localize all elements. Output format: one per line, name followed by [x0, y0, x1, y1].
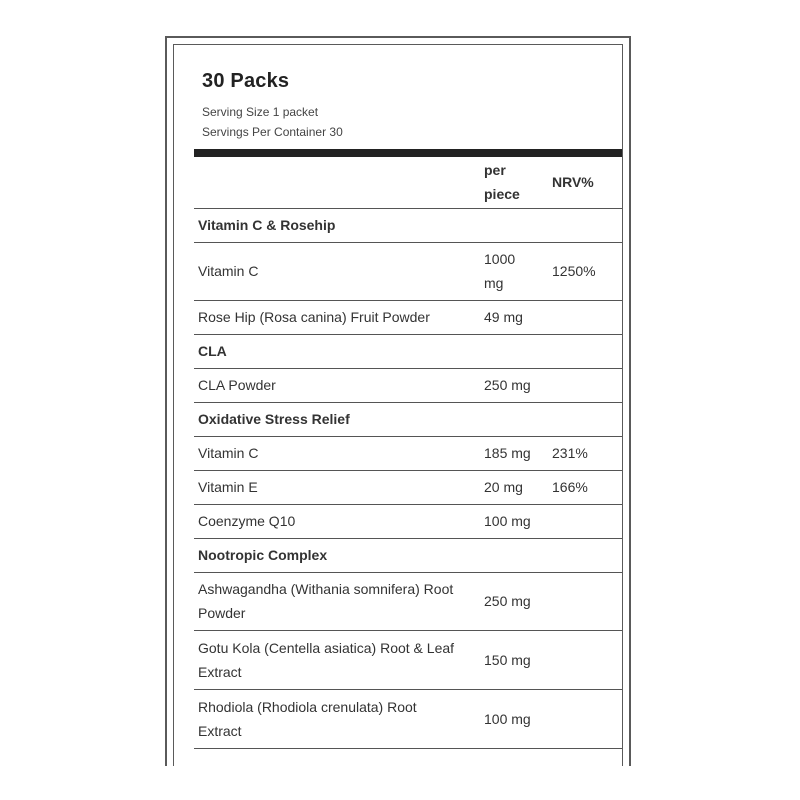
- ingredient-nrv: 1250%: [550, 242, 622, 300]
- table-row: [194, 630, 622, 689]
- table-row: [194, 436, 622, 470]
- ingredient-name: [194, 630, 480, 689]
- ingredient-amount: 250 mg: [480, 368, 550, 402]
- ingredient-name: Rose Hip (Rosa canina) Fruit Powder: [194, 300, 480, 334]
- section-name: Oxidative Stress Relief: [194, 402, 622, 436]
- section-name: CLA: [194, 334, 622, 368]
- ingredient-amount: 100 mg: [480, 504, 550, 538]
- ingredient-name: Coenzyme Q10: [194, 504, 480, 538]
- column-header-ingredient: [194, 157, 480, 208]
- ingredient-nrv: 166%: [550, 470, 622, 504]
- ingredient-amount: 100 mg: [480, 689, 550, 748]
- section-row: [194, 208, 622, 242]
- ingredient-name-text: Gotu Kola (Centella asiatica) Root & Leaf Extract: [198, 639, 455, 680]
- ingredient-name: Vitamin C: [194, 436, 480, 470]
- table-row: [194, 242, 622, 300]
- per-piece-label: per piece: [484, 162, 520, 203]
- ingredient-nrv: [550, 689, 622, 748]
- ingredient-nrv: 231%: [550, 436, 622, 470]
- ingredient-name-text: Rhodiola (Rhodiola crenulata) Root Extract: [198, 698, 417, 739]
- ingredient-amount: 49 mg: [480, 300, 550, 334]
- section-row: [194, 402, 622, 436]
- nutrition-table: [194, 157, 622, 749]
- ingredient-name: Vitamin C: [194, 242, 480, 300]
- ingredient-amount: 185 mg: [480, 436, 550, 470]
- ingredient-nrv: [550, 572, 622, 630]
- label-inner-frame: [173, 44, 623, 766]
- ingredient-amount: [480, 242, 550, 300]
- serving-size: Serving Size 1 packet: [202, 105, 319, 119]
- pack-title: 30 Packs: [202, 70, 290, 92]
- table-row: [194, 470, 622, 504]
- ingredient-name: [194, 689, 480, 748]
- column-header-row: [194, 157, 622, 208]
- amount-text: 1000 mg: [484, 251, 516, 291]
- ingredient-name: CLA Powder: [194, 368, 480, 402]
- ingredient-name-text: Ashwagandha (Withania somnifera) Root Powder: [198, 581, 454, 621]
- ingredient-amount: 150 mg: [480, 630, 550, 689]
- table-row: [194, 504, 622, 538]
- table-row: [194, 368, 622, 402]
- section-row: [194, 538, 622, 572]
- ingredient-nrv: [550, 504, 622, 538]
- section-name: Nootropic Complex: [194, 538, 622, 572]
- column-header-nrv: NRV%: [550, 157, 622, 208]
- ingredient-amount: 20 mg: [480, 470, 550, 504]
- ingredient-nrv: [550, 368, 622, 402]
- ingredient-amount: 250 mg: [480, 572, 550, 630]
- column-header-per-piece: [480, 157, 550, 208]
- table-row: [194, 300, 622, 334]
- label-frame: [165, 36, 631, 766]
- section-row: [194, 334, 622, 368]
- ingredient-name: [194, 572, 480, 630]
- table-row: [194, 572, 622, 630]
- section-name: Vitamin C & Rosehip: [194, 208, 622, 242]
- servings-per-container: Servings Per Container 30: [202, 125, 343, 139]
- ingredient-nrv: [550, 630, 622, 689]
- table-row: [194, 689, 622, 748]
- ingredient-nrv: [550, 300, 622, 334]
- ingredient-name: Vitamin E: [194, 470, 480, 504]
- header-divider: [194, 149, 622, 157]
